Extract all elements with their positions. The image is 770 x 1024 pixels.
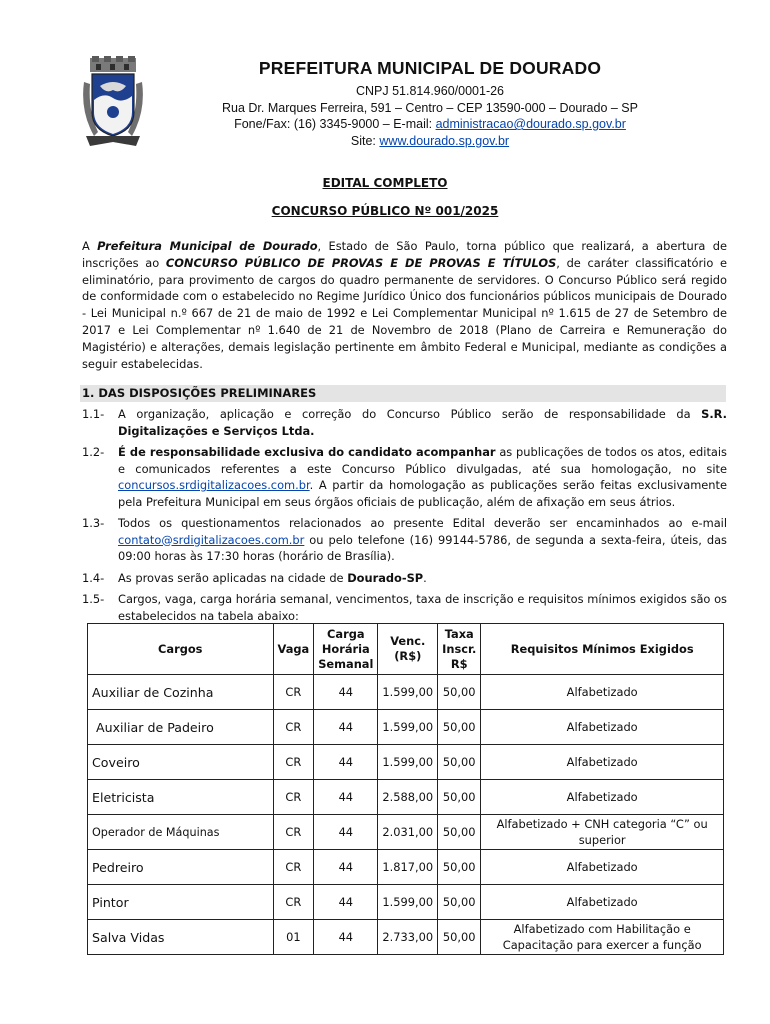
intro-paragraph: A Prefeitura Municipal de Dourado, Estado de São Paulo, torna público que realizará, a abertura de inscrições ao CONCURSO PÚBLICO DE PROVAS E DE PROVAS E TÍTULOS, de caráter classificatório e eliminatório, para provimento de cargos do quadro permanente de servidores. O Concurso Público será regido de conformidade com o estabelecido no Regime Jurídico Único dos funcionários públicos municipais de Dourado - Lei Municipal n.º 667 de 21 de maio de 1992 e Lei Complementar Municipal nº 1.615 de 27 de Setembro de 2017 e Lei Complementar nº 1.640 de 21 de Novembro de 2018 (Plano de Carreira e Remuneração do Magistério) e alterações, demais legislação pertinente em âmbito Federal e Municipal, mediante as condições a seguir estabelecidas. bbox=[82, 239, 727, 371]
table-row: Operador de Máquinas CR 44 2.031,00 50,00 Alfabetizado + CNH categoria “C” ou superior bbox=[88, 815, 724, 850]
list-item: 1.5- Cargos, vaga, carga horária semanal, vencimentos, taxa de inscrição e requisitos mínimos exigidos são os estabelecidos na tabela abaixo: bbox=[82, 592, 727, 623]
municipality-name: PREFEITURA MUNICIPAL DE DOURADO bbox=[258, 58, 602, 78]
site-link[interactable]: www.dourado.sp.gov.br bbox=[379, 133, 510, 148]
table-row: Salva Vidas 01 44 2.733,00 50,00 Alfabetizado com Habilitação e Capacitação para exercer a função bbox=[88, 920, 724, 955]
edital-title: EDITAL COMPLETO bbox=[322, 176, 448, 190]
letterhead-text bbox=[180, 58, 680, 149]
cnpj: CNPJ 51.814.960/0001-26 bbox=[355, 84, 505, 98]
address: Rua Dr. Marques Ferreira, 591 – Centro – CEP 13590-000 – Dourado – SP bbox=[222, 100, 638, 115]
col-venc: Venc. (R$) bbox=[378, 624, 438, 675]
org-name: Prefeitura Municipal de Dourado bbox=[97, 239, 318, 253]
table-row: Eletricista CR 44 2.588,00 50,00 Alfabetizado bbox=[88, 780, 724, 815]
contact-email-link[interactable]: contato@srdigitalizacoes.com.br bbox=[118, 532, 305, 547]
contest-site-link[interactable]: concursos.srdigitalizacoes.com.br bbox=[118, 478, 310, 492]
col-cargos: Cargos bbox=[88, 624, 274, 675]
table-row: Pedreiro CR 44 1.817,00 50,00 Alfabetizado bbox=[88, 850, 724, 885]
municipal-coat-of-arms-icon bbox=[80, 56, 146, 150]
table-row: Auxiliar de Cozinha CR 44 1.599,00 50,00 Alfabetizado bbox=[88, 675, 724, 710]
contact-line bbox=[180, 116, 680, 133]
table-header-row bbox=[88, 624, 724, 675]
table-row: Pintor CR 44 1.599,00 50,00 Alfabetizado bbox=[88, 885, 724, 920]
letterhead bbox=[0, 0, 770, 160]
positions-table bbox=[87, 623, 724, 955]
col-carga: Carga Horária Semanal bbox=[314, 624, 378, 675]
table-row: Coveiro CR 44 1.599,00 50,00 Alfabetizado bbox=[88, 745, 724, 780]
list-item: 1.1- A organização, aplicação e correção do Concurso Público serão de responsabilidade da S.R. Digitalizações e Serviços Ltda. bbox=[82, 407, 727, 438]
col-requisitos: Requisitos Mínimos Exigidos bbox=[481, 624, 724, 675]
col-taxa: Taxa Inscr. R$ bbox=[438, 624, 481, 675]
list-item: 1.2- É de responsabilidade exclusiva do candidato acompanhar as publicações de todos os atos, editais e comunicados referentes a este Concurso Público divulgadas, até sua homologação, no site concursos.srdigitalizacoes.com.br. A partir da homologação as publicações serão feitas exclusivamente pela Prefeitura Municipal em seus órgãos oficiais de publicação, além de afixação em seus átrios. bbox=[82, 445, 727, 509]
section-heading: 1. DAS DISPOSIÇÕES PRELIMINARES bbox=[80, 385, 726, 402]
email-link[interactable]: administracao@dourado.sp.gov.br bbox=[435, 117, 626, 131]
table-row: Auxiliar de Padeiro CR 44 1.599,00 50,00 Alfabetizado bbox=[88, 710, 724, 745]
list-item: 1.3- Todos os questionamentos relacionados ao presente Edital deverão ser encaminhados ao e-mail contato@srdigitalizacoes.com.br ou pelo telefone (16) 99144-5786, de segunda a sexta-feira, úteis, das 09:00 horas às 17:30 horas (horário de Brasília). bbox=[82, 516, 727, 563]
list-item: 1.4- As provas serão aplicadas na cidade de Dourado-SP. bbox=[82, 570, 427, 585]
site-label: Site: bbox=[350, 133, 380, 148]
section-items bbox=[82, 406, 727, 629]
contest-number-title: CONCURSO PÚBLICO Nº 001/2025 bbox=[271, 204, 499, 218]
phone-label: Fone/Fax: (16) 3345-9000 – E-mail: bbox=[234, 117, 436, 131]
site-line bbox=[180, 133, 680, 150]
contest-type: CONCURSO PÚBLICO DE PROVAS E DE PROVAS E TÍTULOS bbox=[165, 255, 557, 270]
col-vaga: Vaga bbox=[273, 624, 314, 675]
